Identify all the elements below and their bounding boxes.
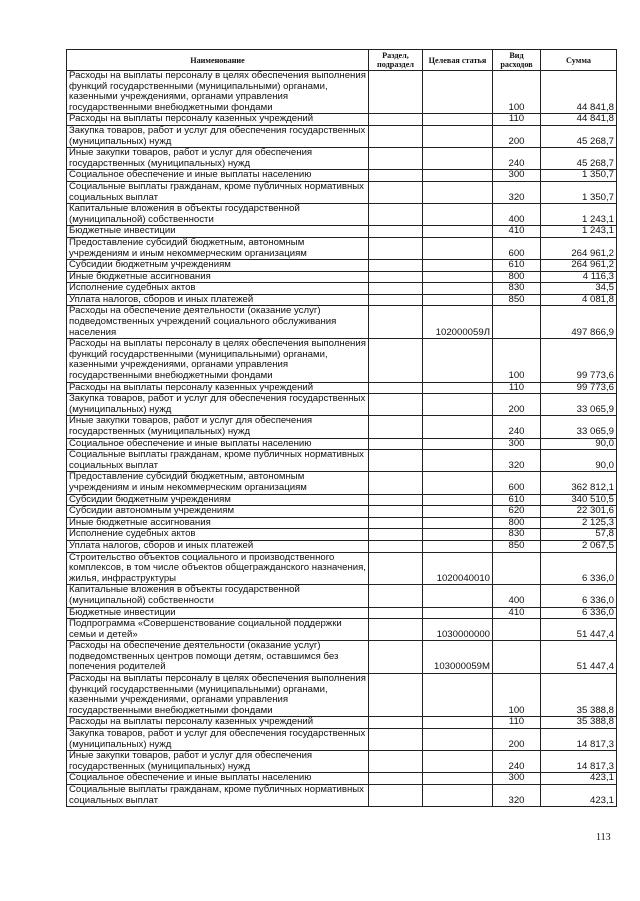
name-cell: Строительство объектов социального и производственного комплексов, в том числе объектов общегражданского назначения, жилья, инфраструктуры bbox=[67, 552, 369, 585]
name-cell: Иные закупки товаров, работ и услуг для обеспечения государственных (муниципальных) нужд bbox=[67, 148, 369, 170]
kind-cell: 300 bbox=[493, 773, 541, 785]
section-cell bbox=[369, 552, 423, 585]
name-cell: Расходы на выплаты персоналу казенных учреждений bbox=[67, 114, 369, 126]
section-cell bbox=[369, 585, 423, 607]
table-row bbox=[67, 751, 617, 773]
name-cell: Расходы на выплаты персоналу в целях обеспечения выполнения функций государственными (муниципальными) органами, казенными учреждениями, органами управления государственными внебюджетными фондами bbox=[67, 674, 369, 717]
target-cell bbox=[423, 717, 493, 729]
section-cell bbox=[369, 181, 423, 203]
target-cell bbox=[423, 729, 493, 751]
name-cell: Капитальные вложения в объекты государственной (муниципальной) собственности bbox=[67, 585, 369, 607]
section-cell bbox=[369, 717, 423, 729]
target-cell bbox=[423, 540, 493, 552]
target-cell bbox=[423, 125, 493, 147]
kind-cell: 200 bbox=[493, 729, 541, 751]
sum-cell: 4 081,8 bbox=[541, 294, 617, 306]
section-cell bbox=[369, 641, 423, 674]
target-cell bbox=[423, 382, 493, 394]
table-row bbox=[67, 181, 617, 203]
kind-cell: 400 bbox=[493, 585, 541, 607]
table-row bbox=[67, 785, 617, 807]
name-cell: Расходы на выплаты персоналу казенных учреждений bbox=[67, 382, 369, 394]
table-row bbox=[67, 125, 617, 147]
target-cell: 103000059М bbox=[423, 641, 493, 674]
sum-cell: 264 961,2 bbox=[541, 260, 617, 272]
name-cell: Расходы на выплаты персоналу в целях обеспечения выполнения функций государственными (муниципальными) органами, казенными учреждениями, органами управления государственными внебюджетными фондами bbox=[67, 71, 369, 114]
table-header bbox=[67, 50, 617, 71]
name-cell: Социальные выплаты гражданам, кроме публичных нормативных социальных выплат bbox=[67, 785, 369, 807]
kind-cell: 600 bbox=[493, 472, 541, 494]
section-cell bbox=[369, 271, 423, 283]
name-cell: Социальное обеспечение и иные выплаты населению bbox=[67, 773, 369, 785]
sum-cell: 2 125,3 bbox=[541, 517, 617, 529]
header-sum: Сумма bbox=[541, 50, 617, 71]
kind-cell: 410 bbox=[493, 607, 541, 619]
kind-cell: 400 bbox=[493, 204, 541, 226]
section-cell bbox=[369, 540, 423, 552]
target-cell bbox=[423, 283, 493, 295]
sum-cell: 1 243,1 bbox=[541, 204, 617, 226]
table-row bbox=[67, 114, 617, 126]
target-cell bbox=[423, 170, 493, 182]
name-cell: Расходы на выплаты персоналу казенных учреждений bbox=[67, 717, 369, 729]
target-cell bbox=[423, 226, 493, 238]
sum-cell: 45 268,7 bbox=[541, 148, 617, 170]
section-cell bbox=[369, 494, 423, 506]
header-name: Наименование bbox=[67, 50, 369, 71]
table-row bbox=[67, 717, 617, 729]
table-row bbox=[67, 416, 617, 438]
sum-cell: 22 301,6 bbox=[541, 506, 617, 518]
table-row bbox=[67, 585, 617, 607]
name-cell: Уплата налогов, сборов и иных платежей bbox=[67, 294, 369, 306]
section-cell bbox=[369, 226, 423, 238]
target-cell bbox=[423, 114, 493, 126]
target-cell bbox=[423, 506, 493, 518]
section-cell bbox=[369, 751, 423, 773]
sum-cell: 6 336,0 bbox=[541, 585, 617, 607]
table-row bbox=[67, 607, 617, 619]
table-row bbox=[67, 170, 617, 182]
kind-cell: 800 bbox=[493, 271, 541, 283]
target-cell bbox=[423, 517, 493, 529]
kind-cell: 850 bbox=[493, 540, 541, 552]
table-row bbox=[67, 517, 617, 529]
name-cell: Бюджетные инвестиции bbox=[67, 607, 369, 619]
target-cell bbox=[423, 785, 493, 807]
kind-cell: 200 bbox=[493, 394, 541, 416]
section-cell bbox=[369, 125, 423, 147]
table-row bbox=[67, 148, 617, 170]
section-cell bbox=[369, 283, 423, 295]
kind-cell: 240 bbox=[493, 148, 541, 170]
sum-cell: 4 116,3 bbox=[541, 271, 617, 283]
table-row bbox=[67, 529, 617, 541]
target-cell: 102000059Л bbox=[423, 306, 493, 339]
sum-cell: 35 388,8 bbox=[541, 674, 617, 717]
sum-cell: 45 268,7 bbox=[541, 125, 617, 147]
sum-cell: 33 065,9 bbox=[541, 416, 617, 438]
sum-cell: 51 447,4 bbox=[541, 641, 617, 674]
sum-cell: 57,8 bbox=[541, 529, 617, 541]
target-cell bbox=[423, 148, 493, 170]
name-cell: Иные закупки товаров, работ и услуг для обеспечения государственных (муниципальных) нужд bbox=[67, 751, 369, 773]
section-cell bbox=[369, 114, 423, 126]
section-cell bbox=[369, 170, 423, 182]
table-row bbox=[67, 237, 617, 259]
kind-cell: 240 bbox=[493, 416, 541, 438]
target-cell bbox=[423, 339, 493, 382]
section-cell bbox=[369, 607, 423, 619]
target-cell bbox=[423, 438, 493, 450]
table-row bbox=[67, 71, 617, 114]
name-cell: Иные закупки товаров, работ и услуг для обеспечения государственных (муниципальных) нужд bbox=[67, 416, 369, 438]
kind-cell: 800 bbox=[493, 517, 541, 529]
target-cell bbox=[423, 607, 493, 619]
header-target: Целевая статья bbox=[423, 50, 493, 71]
kind-cell: 850 bbox=[493, 294, 541, 306]
sum-cell: 1 350,7 bbox=[541, 181, 617, 203]
kind-cell: 110 bbox=[493, 382, 541, 394]
name-cell: Социальное обеспечение и иные выплаты населению bbox=[67, 170, 369, 182]
kind-cell: 610 bbox=[493, 494, 541, 506]
kind-cell bbox=[493, 552, 541, 585]
sum-cell: 99 773,6 bbox=[541, 339, 617, 382]
name-cell: Расходы на выплаты персоналу в целях обеспечения выполнения функций государственными (муниципальными) органами, казенными учреждениями, органами управления государственными внебюджетными фондами bbox=[67, 339, 369, 382]
sum-cell: 14 817,3 bbox=[541, 751, 617, 773]
section-cell bbox=[369, 773, 423, 785]
section-cell bbox=[369, 71, 423, 114]
sum-cell: 497 866,9 bbox=[541, 306, 617, 339]
section-cell bbox=[369, 517, 423, 529]
name-cell: Социальные выплаты гражданам, кроме публичных нормативных социальных выплат bbox=[67, 181, 369, 203]
sum-cell: 51 447,4 bbox=[541, 619, 617, 641]
kind-cell: 100 bbox=[493, 674, 541, 717]
sum-cell: 99 773,6 bbox=[541, 382, 617, 394]
section-cell bbox=[369, 306, 423, 339]
section-cell bbox=[369, 394, 423, 416]
sum-cell: 14 817,3 bbox=[541, 729, 617, 751]
name-cell: Расходы на обеспечение деятельности (оказание услуг) подведомственных учреждений социального обслуживания населения bbox=[67, 306, 369, 339]
name-cell: Капитальные вложения в объекты государственной (муниципальной) собственности bbox=[67, 204, 369, 226]
target-cell bbox=[423, 674, 493, 717]
section-cell bbox=[369, 506, 423, 518]
table-row bbox=[67, 306, 617, 339]
table-row bbox=[67, 506, 617, 518]
table-row bbox=[67, 271, 617, 283]
name-cell: Уплата налогов, сборов и иных платежей bbox=[67, 540, 369, 552]
sum-cell: 1 243,1 bbox=[541, 226, 617, 238]
sum-cell: 362 812,1 bbox=[541, 472, 617, 494]
table-row bbox=[67, 382, 617, 394]
section-cell bbox=[369, 237, 423, 259]
target-cell bbox=[423, 271, 493, 283]
name-cell: Субсидии бюджетным учреждениям bbox=[67, 494, 369, 506]
header-kind: Вид расходов bbox=[493, 50, 541, 71]
name-cell: Закупка товаров, работ и услуг для обеспечения государственных (муниципальных) нужд bbox=[67, 394, 369, 416]
kind-cell: 240 bbox=[493, 751, 541, 773]
name-cell: Иные бюджетные ассигнования bbox=[67, 517, 369, 529]
kind-cell: 200 bbox=[493, 125, 541, 147]
section-cell bbox=[369, 529, 423, 541]
name-cell: Предоставление субсидий бюджетным, автономным учреждениям и иным некоммерческим организациям bbox=[67, 237, 369, 259]
kind-cell: 100 bbox=[493, 339, 541, 382]
sum-cell: 44 841,8 bbox=[541, 71, 617, 114]
name-cell: Предоставление субсидий бюджетным, автономным учреждениям и иным некоммерческим организациям bbox=[67, 472, 369, 494]
target-cell bbox=[423, 394, 493, 416]
name-cell: Исполнение судебных актов bbox=[67, 283, 369, 295]
name-cell: Иные бюджетные ассигнования bbox=[67, 271, 369, 283]
target-cell bbox=[423, 260, 493, 272]
name-cell: Закупка товаров, работ и услуг для обеспечения государственных (муниципальных) нужд bbox=[67, 729, 369, 751]
target-cell bbox=[423, 472, 493, 494]
sum-cell: 2 067,5 bbox=[541, 540, 617, 552]
table-row bbox=[67, 283, 617, 295]
table-row bbox=[67, 438, 617, 450]
table-row bbox=[67, 494, 617, 506]
section-cell bbox=[369, 438, 423, 450]
kind-cell bbox=[493, 306, 541, 339]
name-cell: Исполнение судебных актов bbox=[67, 529, 369, 541]
section-cell bbox=[369, 450, 423, 472]
sum-cell: 6 336,0 bbox=[541, 607, 617, 619]
target-cell: 1030000000 bbox=[423, 619, 493, 641]
target-cell bbox=[423, 181, 493, 203]
table-row bbox=[67, 204, 617, 226]
target-cell bbox=[423, 751, 493, 773]
table-row bbox=[67, 619, 617, 641]
kind-cell: 830 bbox=[493, 283, 541, 295]
kind-cell: 600 bbox=[493, 237, 541, 259]
target-cell bbox=[423, 71, 493, 114]
table-row bbox=[67, 294, 617, 306]
page-number: 113 bbox=[596, 832, 611, 843]
name-cell: Расходы на обеспечение деятельности (оказание услуг) подведомственных центров помощи детям, оставшимся без попечения родителей bbox=[67, 641, 369, 674]
section-cell bbox=[369, 472, 423, 494]
target-cell bbox=[423, 529, 493, 541]
header-row bbox=[67, 50, 617, 71]
sum-cell: 90,0 bbox=[541, 438, 617, 450]
table-row bbox=[67, 674, 617, 717]
section-cell bbox=[369, 382, 423, 394]
section-cell bbox=[369, 339, 423, 382]
name-cell: Подпрограмма «Совершенствование социальной поддержки семьи и детей» bbox=[67, 619, 369, 641]
section-cell bbox=[369, 729, 423, 751]
sum-cell: 44 841,8 bbox=[541, 114, 617, 126]
table-row bbox=[67, 773, 617, 785]
kind-cell: 320 bbox=[493, 181, 541, 203]
sum-cell: 1 350,7 bbox=[541, 170, 617, 182]
target-cell bbox=[423, 237, 493, 259]
kind-cell: 320 bbox=[493, 785, 541, 807]
table-row bbox=[67, 339, 617, 382]
target-cell bbox=[423, 773, 493, 785]
sum-cell: 33 065,9 bbox=[541, 394, 617, 416]
section-cell bbox=[369, 260, 423, 272]
name-cell: Социальные выплаты гражданам, кроме публичных нормативных социальных выплат bbox=[67, 450, 369, 472]
table-row bbox=[67, 472, 617, 494]
sum-cell: 340 510,5 bbox=[541, 494, 617, 506]
kind-cell: 410 bbox=[493, 226, 541, 238]
section-cell bbox=[369, 674, 423, 717]
sum-cell: 34,5 bbox=[541, 283, 617, 295]
target-cell bbox=[423, 204, 493, 226]
table-body bbox=[67, 71, 617, 807]
table-row bbox=[67, 226, 617, 238]
kind-cell: 320 bbox=[493, 450, 541, 472]
sum-cell: 35 388,8 bbox=[541, 717, 617, 729]
kind-cell: 610 bbox=[493, 260, 541, 272]
kind-cell: 830 bbox=[493, 529, 541, 541]
table-row bbox=[67, 394, 617, 416]
target-cell bbox=[423, 416, 493, 438]
table-row bbox=[67, 641, 617, 674]
table-row bbox=[67, 450, 617, 472]
table-row bbox=[67, 260, 617, 272]
budget-table bbox=[66, 49, 617, 807]
kind-cell: 620 bbox=[493, 506, 541, 518]
section-cell bbox=[369, 785, 423, 807]
name-cell: Субсидии автономным учреждениям bbox=[67, 506, 369, 518]
section-cell bbox=[369, 619, 423, 641]
kind-cell: 110 bbox=[493, 114, 541, 126]
target-cell bbox=[423, 585, 493, 607]
section-cell bbox=[369, 204, 423, 226]
table-row bbox=[67, 540, 617, 552]
kind-cell: 300 bbox=[493, 170, 541, 182]
table-row bbox=[67, 552, 617, 585]
sum-cell: 6 336,0 bbox=[541, 552, 617, 585]
kind-cell bbox=[493, 641, 541, 674]
target-cell: 1020040010 bbox=[423, 552, 493, 585]
kind-cell bbox=[493, 619, 541, 641]
name-cell: Субсидии бюджетным учреждениям bbox=[67, 260, 369, 272]
sum-cell: 90,0 bbox=[541, 450, 617, 472]
section-cell bbox=[369, 148, 423, 170]
kind-cell: 300 bbox=[493, 438, 541, 450]
name-cell: Закупка товаров, работ и услуг для обеспечения государственных (муниципальных) нужд bbox=[67, 125, 369, 147]
name-cell: Бюджетные инвестиции bbox=[67, 226, 369, 238]
target-cell bbox=[423, 450, 493, 472]
section-cell bbox=[369, 294, 423, 306]
sum-cell: 264 961,2 bbox=[541, 237, 617, 259]
target-cell bbox=[423, 294, 493, 306]
section-cell bbox=[369, 416, 423, 438]
kind-cell: 110 bbox=[493, 717, 541, 729]
header-section: Раздел, подраздел bbox=[369, 50, 423, 71]
target-cell bbox=[423, 494, 493, 506]
name-cell: Социальное обеспечение и иные выплаты населению bbox=[67, 438, 369, 450]
sum-cell: 423,1 bbox=[541, 785, 617, 807]
sum-cell: 423,1 bbox=[541, 773, 617, 785]
kind-cell: 100 bbox=[493, 71, 541, 114]
table-row bbox=[67, 729, 617, 751]
